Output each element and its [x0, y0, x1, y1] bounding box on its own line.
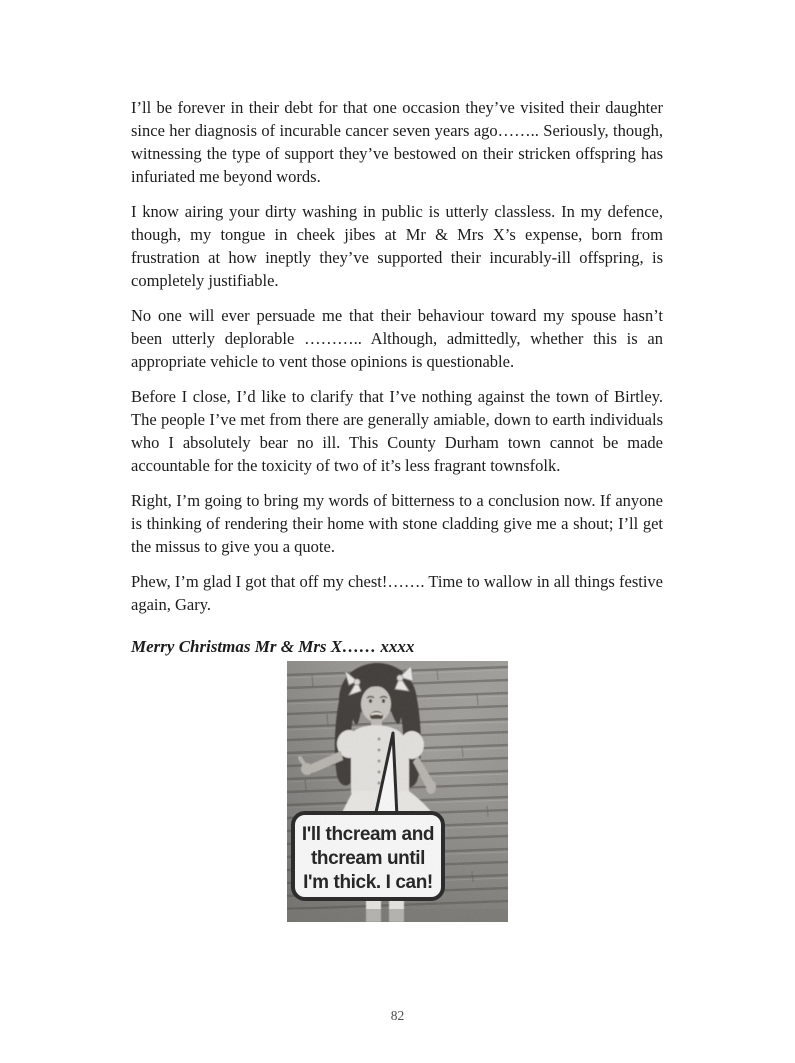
photo-girl-speech-bubble	[287, 661, 508, 922]
paragraph-1: I’ll be forever in their debt for that one occasion they’ve visited their daughter since her diagnosis of incurable cancer seven years ago…….. Seriously, though, witnessing the type of support they’ve bestowed on their stricken offspring has infuriated me beyond words.	[131, 98, 663, 186]
photo-grain-overlay	[287, 661, 508, 922]
photo-illustration	[287, 661, 508, 922]
paragraph-3: No one will ever persuade me that their behaviour toward my spouse hasn’t been utterly deplorable ……….. Although, admittedly, whether this is an appropriate vehicle to vent those opinions is questionable.	[131, 306, 663, 371]
paragraph-6: Phew, I’m glad I got that off my chest!……. Time to wallow in all things festive again, Gary.	[131, 572, 663, 614]
paragraph-2: I know airing your dirty washing in public is utterly classless. In my defence, though, my tongue in cheek jibes at Mr & Mrs X’s expense, born from frustration at how ineptly they’ve supported their incurably-ill offspring, is completely justifiable.	[131, 202, 663, 290]
page-number: 82	[390, 1008, 405, 1023]
paragraph-4: Before I close, I’d like to clarify that I’ve nothing against the town of Birtley. The people I’ve met from there are generally amiable, down to earth individuals who I absolutely bear no ill. This County Durham town cannot be made accountable for the toxicity of two of it’s less fragrant townsfolk.	[131, 387, 663, 475]
letter-body	[131, 96, 663, 670]
letter-signature: Merry Christmas Mr & Mrs X…… xxxx	[131, 637, 415, 656]
page-footer	[0, 1008, 795, 1024]
paragraph-5: Right, I’m going to bring my words of bitterness to a conclusion now. If anyone is thinking of rendering their home with stone cladding give me a shout; I’ll get the missus to give you a quote.	[131, 491, 663, 556]
